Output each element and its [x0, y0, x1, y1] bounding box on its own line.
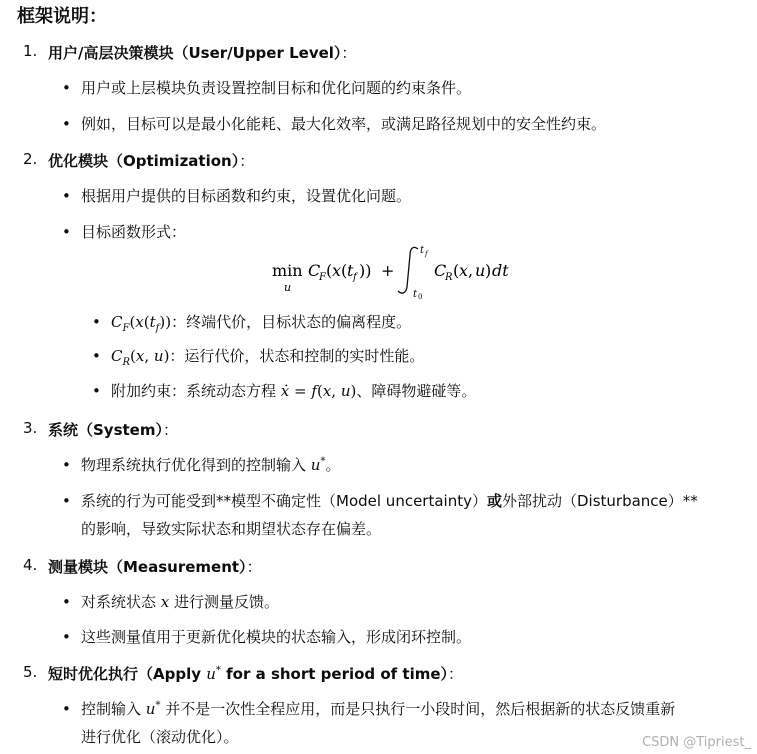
svg-text:u: u	[475, 261, 486, 280]
item-text-cf: ：终端代价，目标状态的偏离程度。	[171, 313, 412, 331]
section-2-heading	[48, 150, 254, 171]
item-text: 根据用户提供的目标函数和约束，设置优化问题。	[81, 187, 412, 205]
item-text: 目标函数形式：	[81, 223, 187, 241]
section-2-heading-text: 优化模块（Optimization）	[48, 152, 240, 170]
math-u-star: u*	[310, 456, 326, 474]
svg-text:f: f	[353, 272, 357, 283]
section-4-colon: ：	[246, 558, 262, 576]
svg-text:f: f	[425, 250, 428, 258]
svg-text:R: R	[445, 272, 453, 283]
svg-text:0: 0	[418, 293, 423, 299]
svg-text:)): ))	[359, 261, 372, 280]
svg-text:,: ,	[468, 261, 474, 280]
item-text-bold: 或	[486, 492, 502, 510]
item-text-b: 外部扰动（Disturbance）**	[501, 492, 698, 510]
svg-text:min: min	[272, 261, 303, 280]
bullet-icon: •	[62, 456, 71, 474]
item-text-a: 系统的行为可能受到**模型不确定性（Model uncertainty）	[81, 492, 487, 510]
item-text	[81, 695, 737, 751]
item-text-b: 进行测量反馈。	[174, 593, 280, 611]
section-4-heading-text: 测量模块（Measurement）	[48, 558, 247, 576]
page-title: 框架说明：	[17, 6, 107, 27]
section-4-number: 4.	[23, 556, 38, 574]
math-dynamics: ẋ = f(x, u)	[280, 382, 357, 400]
section-3-number: 3.	[23, 419, 38, 437]
svg-text:x: x	[332, 261, 342, 280]
item-text-c: 的影响，导致实际状态和期望状态存在偏差。	[81, 520, 382, 538]
section-5-heading	[48, 663, 463, 684]
bullet-icon: •	[62, 79, 71, 97]
svg-text:x: x	[459, 261, 469, 280]
svg-text:t: t	[413, 289, 418, 299]
item-text-a: 控制输入	[81, 700, 142, 718]
section-3-heading-text: 系统（System）	[48, 421, 163, 439]
bullet-icon: •	[62, 593, 71, 611]
svg-text:F: F	[319, 272, 326, 283]
item-text-b: 并不是一次性全程应用，而是只执行一小段时间，然后根据新的状态反馈重新	[165, 700, 676, 718]
bullet-icon: •	[92, 347, 101, 365]
svg-text:(: (	[453, 261, 460, 280]
item-text-c: 进行优化（滚动优化）。	[81, 728, 239, 746]
section-3-colon: ：	[162, 421, 178, 439]
bullet-icon: •	[92, 313, 101, 331]
svg-text:(: (	[326, 261, 333, 280]
objective-formula	[270, 243, 550, 299]
section-5-heading-pre: 短时优化执行（Apply	[48, 665, 202, 683]
section-5-colon: ：	[448, 665, 464, 683]
section-2-colon: ：	[239, 152, 255, 170]
item-text	[111, 342, 737, 370]
section-1-number: 1.	[23, 42, 38, 60]
item-text	[81, 588, 737, 616]
bullet-icon: •	[62, 187, 71, 205]
item-text: 用户或上层模块负责设置控制目标和优化问题的约束条件。	[81, 79, 472, 97]
svg-text:(: (	[341, 261, 348, 280]
item-text	[111, 377, 737, 405]
item-text: 例如，目标可以是最小化能耗、最大化效率，或满足路径规划中的安全性约束。	[81, 115, 607, 133]
section-4-heading	[48, 556, 262, 577]
item-text: 这些测量值用于更新优化模块的状态输入，形成闭环控制。	[81, 628, 472, 646]
bullet-icon: •	[62, 223, 71, 241]
section-3-heading	[48, 419, 178, 440]
math-cr: $C_R(x$, u)	[111, 347, 170, 368]
math-u-star-heading: u*	[206, 665, 221, 683]
svg-text:u: u	[284, 281, 292, 294]
bullet-icon: •	[62, 700, 71, 718]
section-2-number: 2.	[23, 150, 38, 168]
item-text	[81, 451, 737, 479]
bullet-icon: •	[62, 115, 71, 133]
section-1-heading	[48, 42, 356, 63]
svg-text:+: +	[381, 261, 395, 280]
section-5-number: 5.	[23, 663, 38, 681]
svg-text:C: C	[308, 261, 321, 280]
section-5-heading-post: for a short period of time）	[226, 665, 449, 683]
svg-text:t: t	[420, 245, 425, 256]
math-u-star: u*	[145, 700, 161, 718]
bullet-icon: •	[62, 492, 71, 510]
svg-text:t: t	[347, 261, 354, 280]
svg-text:C: C	[434, 261, 447, 280]
svg-text:): )	[485, 261, 492, 280]
item-text-a: 物理系统执行优化得到的控制输入	[81, 456, 307, 474]
watermark: CSDN @Tipriest_	[642, 735, 751, 750]
section-1-colon: ：	[341, 44, 357, 62]
item-text-constraint: 附加约束：系统动态方程	[111, 382, 277, 400]
section-1-heading-text: 用户/高层决策模块（User/Upper Level）	[48, 44, 342, 62]
item-text-obstacle: 、障碍物避碰等。	[356, 382, 477, 400]
math-cf: $C_F(x(t_f))$	[111, 313, 172, 334]
math-x: x	[160, 593, 170, 611]
item-text-a: 对系统状态	[81, 593, 157, 611]
item-text-cr: ：运行代价，状态和控制的实时性能。	[169, 347, 425, 365]
item-text-b: 。	[325, 456, 341, 474]
bullet-icon: •	[92, 382, 101, 400]
svg-text:dt: dt	[492, 261, 509, 280]
bullet-icon: •	[62, 628, 71, 646]
item-text	[81, 487, 737, 543]
item-text	[111, 308, 737, 336]
